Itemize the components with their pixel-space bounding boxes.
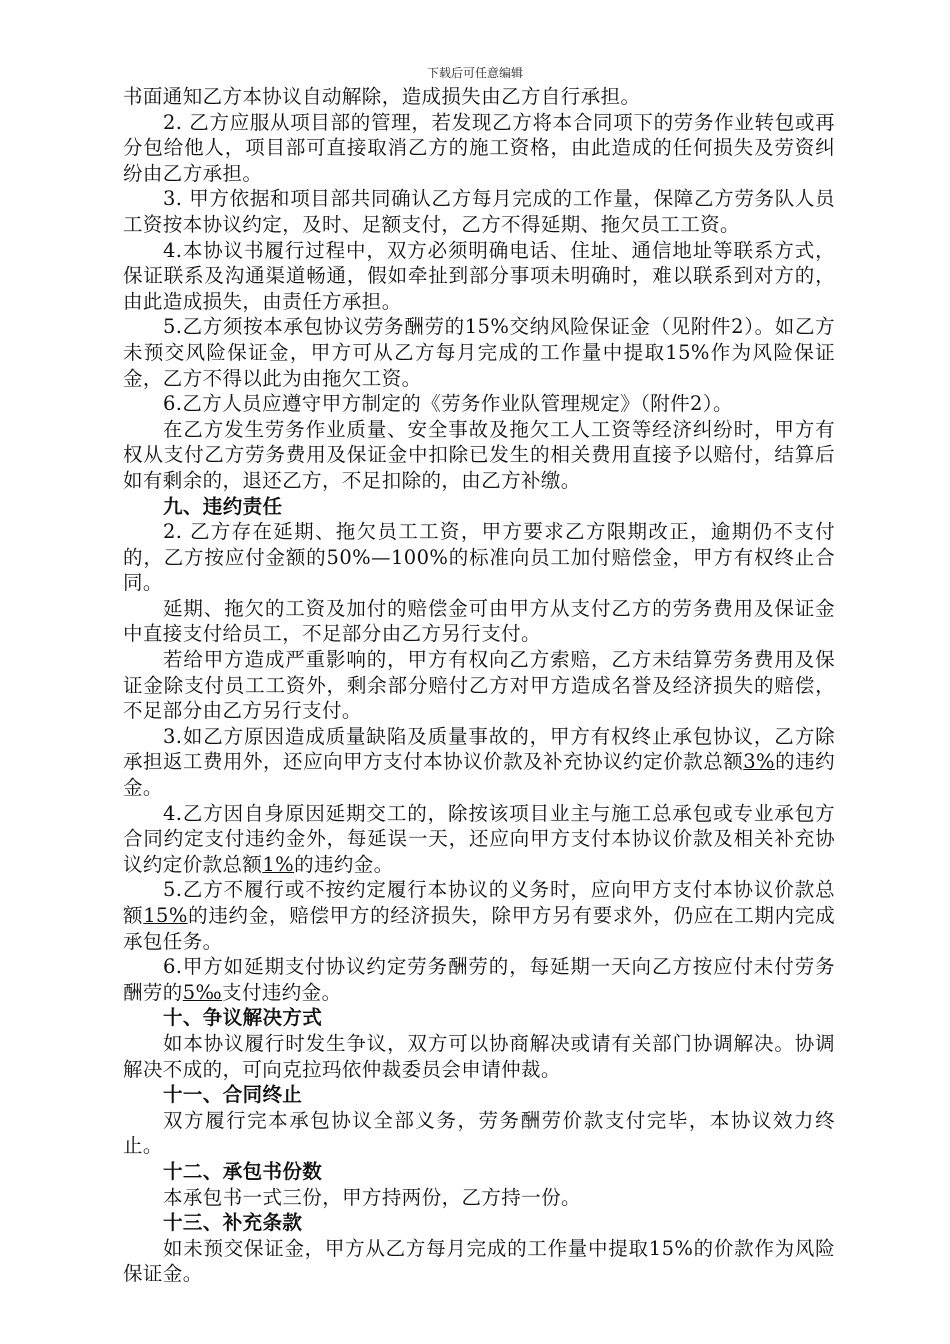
dispute-paragraph: 如本协议履行时发生争议，双方可以协商解决或请有关部门协调解决。协调解决不成的，可向克拉玛依仲裁委员会申请仲裁。 — [123, 1031, 835, 1081]
breach-paragraph-compensation: 若给甲方造成严重影响的，甲方有权向乙方索赔，乙方未结算劳务费用及保证金除支付员工工资外，剩余部分赔付乙方对甲方造成名誉及经济损失的赔偿，不足部分由乙方另行支付。 — [123, 648, 835, 723]
breach-clause-6 — [123, 954, 835, 1005]
clause-text: 的违约金。 — [294, 852, 394, 876]
breach-paragraph-payment: 延期、拖欠的工资及加付的赔偿金可由甲方从支付乙方的劳务费用及保证金中直接支付给员工，不足部分由乙方另行支付。 — [123, 596, 835, 646]
section-heading-supplementary: 十三、补充条款 — [163, 1211, 303, 1235]
breach-clause-4 — [123, 801, 835, 878]
penalty-rate: 3% — [743, 750, 775, 774]
penalty-rate: 15% — [143, 904, 188, 927]
clause-3-wages: 3. 甲方依据和项目部共同确认乙方每月完成的工作量，保障乙方劳务队人员工资按本协议约定，及时、足额支付，乙方不得延期、拖欠员工工资。 — [123, 187, 835, 236]
section-heading-breach: 九、违约责任 — [163, 494, 283, 518]
clause-text: 的违约金，赔偿甲方的经济损失，除甲方另有要求外，仍应在工期内完成承包任务。 — [123, 904, 835, 953]
clause-text: 支付违约金。 — [222, 980, 342, 1004]
penalty-rate: 5‰ — [182, 980, 223, 1004]
paragraph-continuation: 书面通知乙方本协议自动解除，造成损失由乙方自行承担。 — [123, 85, 641, 108]
section-heading-termination: 十一、合同终止 — [163, 1083, 303, 1107]
clause-6-regulations: 6.乙方人员应遵守甲方制定的《劳务作业队管理规定》（附件2）。 — [163, 392, 733, 416]
clause-text: 4.乙方因自身原因延期交工的，除按该项目业主与施工总承包或专业承包方合同约定支付违约金外，每延误一天，还应向甲方支付本协议价款及相关补充协议约定价款总额 — [123, 801, 835, 876]
penalty-rate: 1% — [262, 852, 295, 876]
breach-clause-2: 2. 乙方存在延期、拖欠员工工资，甲方要求乙方限期改正，逾期仍不支付的，乙方按应付金额的50%—100%的标准向员工加付赔偿金，甲方有权终止合同。 — [123, 520, 835, 595]
page-header: 下载后可任意编辑 — [426, 66, 523, 80]
paragraph-disputes-deduction: 在乙方发生劳务作业质量、安全事故及拖欠工人工资等经济纠纷时，甲方有权从支付乙方劳务费用及保证金中扣除已发生的相关费用直接予以赔付，结算后如有剩余的，退还乙方，不足扣除的，由乙方补缴。 — [123, 417, 835, 492]
termination-paragraph: 双方履行完本承包协议全部义务，劳务酬劳价款支付完毕，本协议效力终止。 — [123, 1108, 835, 1158]
copies-paragraph: 本承包书一式三份，甲方持两份，乙方持一份。 — [163, 1185, 581, 1209]
document-body — [123, 84, 835, 1287]
clause-5-deposit: 5.乙方须按本承包协议劳务酬劳的15%交纳风险保证金（见附件2）。如乙方未预交风险保证金，甲方可从乙方每月完成的工作量中提取15%作为风险保证金，乙方不得以此为由拖欠工资。 — [123, 315, 835, 390]
breach-clause-3 — [123, 724, 835, 801]
clause-text: 6.甲方如延期支付协议约定劳务酬劳的，每延期一天向乙方按应付未付劳务酬劳的 — [123, 955, 835, 1004]
clause-text: 3.如乙方原因造成质量缺陷及质量事故的，甲方有权终止承包协议，乙方除承担返工费用外，还应向甲方支付本协议价款及补充协议约定价款总额 — [123, 724, 835, 774]
section-heading-copies: 十二、承包书份数 — [163, 1159, 323, 1183]
section-heading-dispute: 十、争议解决方式 — [163, 1006, 323, 1030]
clause-4-contact: 4.本协议书履行过程中，双方必须明确电话、住址、通信地址等联系方式，保证联系及沟通渠道畅通，假如牵扯到部分事项未明确时，难以联系到对方的，由此造成损失，由责任方承担。 — [123, 238, 835, 313]
clause-text: 5.乙方不履行或不按约定履行本协议的义务时，应向甲方支付本协议价款总额 — [123, 878, 835, 927]
supplementary-paragraph: 如未预交保证金，甲方从乙方每月完成的工作量中提取15%的价款作为风险保证金。 — [123, 1236, 835, 1286]
clause-text: 的违约金。 — [123, 750, 836, 800]
clause-2-subcontract: 2. 乙方应服从项目部的管理，若发现乙方将本合同项下的劳务作业转包或再分包给他人，项目部可直接取消乙方的施工资格，由此造成的任何损失及劳资纠纷由乙方承担。 — [123, 110, 835, 185]
breach-clause-5 — [123, 877, 835, 954]
